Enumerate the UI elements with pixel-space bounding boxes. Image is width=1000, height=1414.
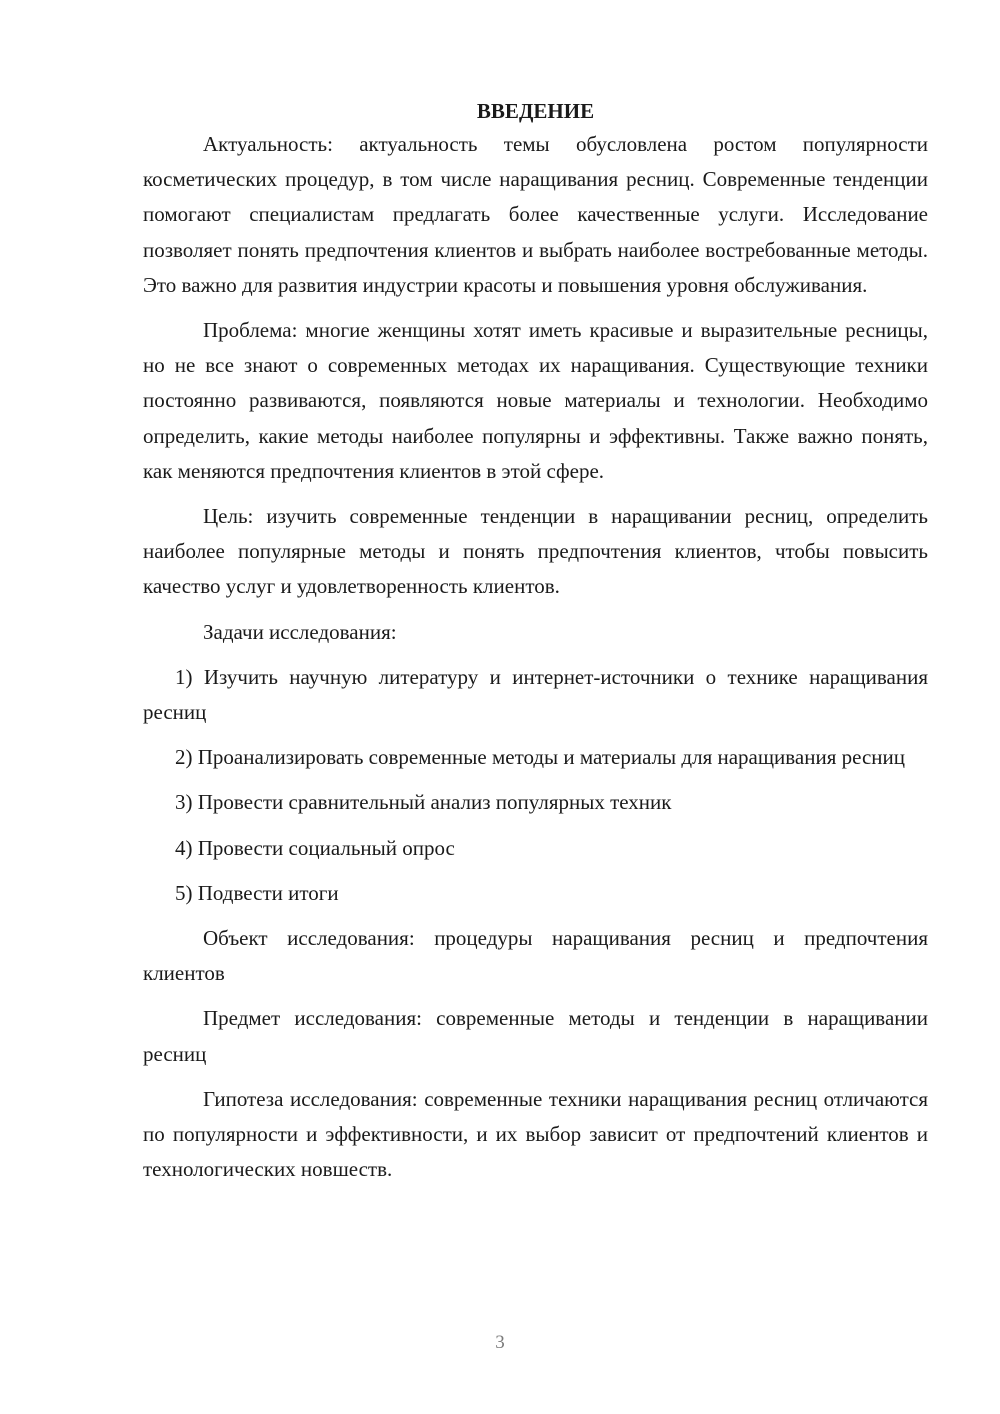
relevance-paragraph: Актуальность: актуальность темы обусловлена ростом популярности косметических процедур, в том числе наращивания ресниц. Современные тенденции помогают специалистам предлагать более качественные услуги. Исследование позволяет понять предпочтения клиентов и выбрать наиболее востребованные методы. Это важно для развития индустрии красоты и повышения уровня обслуживания. [143, 132, 928, 297]
problem-paragraph: Проблема: многие женщины хотят иметь красивые и выразительные ресницы, но не все знают о современных методах их наращивания. Существующие техники постоянно развиваются, появляются новые материалы и технологии. Необходимо определить, какие методы наиболее популярны и эффективны. Также важно понять, как меняются предпочтения клиентов в этой сфере. [143, 318, 928, 483]
hypothesis-paragraph: Гипотеза исследования: современные техники наращивания ресниц отличаются по популярности и эффективности, и их выбор зависит от предпочтений клиентов и технологических новшеств. [143, 1086, 928, 1182]
section-title: ВВЕДЕНИЕ [476, 99, 595, 123]
task-item: 5) Подвести итоги [175, 880, 339, 905]
task-item: 4) Провести социальный опрос [175, 835, 455, 860]
document-page [143, 96, 928, 1197]
object-paragraph: Объект исследования: процедуры наращивания ресниц и предпочтения клиентов [143, 926, 928, 986]
tasks-heading: Задачи исследования: [203, 619, 397, 644]
task-item: 3) Провести сравнительный анализ популярных техник [175, 790, 672, 815]
page-number: 3 [495, 1332, 505, 1353]
task-item: 2) Проанализировать современные методы и материалы для наращивания ресниц [175, 745, 905, 770]
goal-paragraph: Цель: изучить современные тенденции в наращивании ресниц, определить наиболее популярные методы и понять предпочтения клиентов, чтобы повысить качество услуг и удовлетворенность клиентов. [143, 504, 928, 599]
task-item: 1) Изучить научную литературу и интернет-источники о технике наращивания ресниц [143, 664, 928, 725]
subject-paragraph: Предмет исследования: современные методы и тенденции в наращивании ресниц [143, 1006, 928, 1066]
